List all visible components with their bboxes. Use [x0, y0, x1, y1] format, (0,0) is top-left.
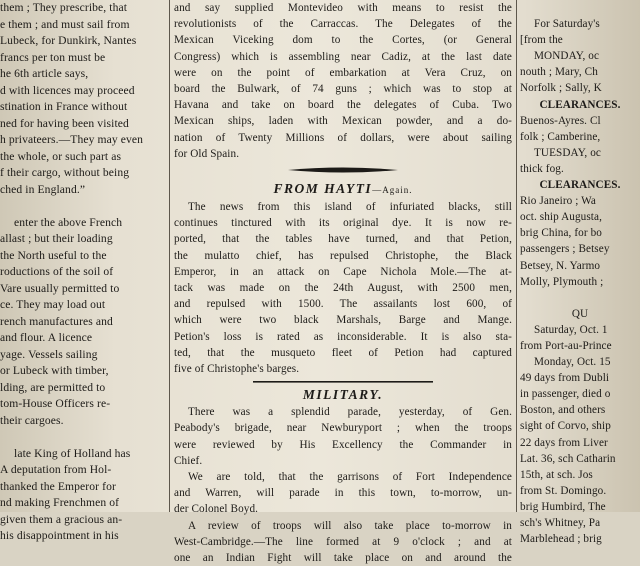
text-line: ce. They may load out: [0, 298, 106, 311]
text-line: Buenos-Ayres. Cl: [520, 114, 601, 127]
text-line: d with licences may proceed: [0, 83, 135, 97]
text-line: Lat. 36, sch Catharin: [520, 452, 616, 465]
text-line: Betsey, N. Yarmo: [520, 259, 601, 272]
text-line: sight of Corvo, ship: [520, 420, 611, 433]
text-line: Monday, Oct. 15: [534, 356, 611, 369]
text-line: in passenger, died o: [520, 388, 611, 401]
article-hayti: [174, 199, 512, 377]
text-line: We are told, that the garrisons of Fort Independence: [188, 471, 512, 484]
text-line: f their cargo, without being: [0, 166, 130, 179]
text-line: 49 days from Dubli: [520, 372, 610, 385]
text-line: tom-House Officers re-: [0, 397, 111, 410]
text-line: Peabody's brigade, near Newburyport ; when the troops: [174, 422, 512, 435]
text-line: passengers ; Betsey: [520, 243, 610, 256]
text-line: from St. Domingo.: [520, 484, 607, 497]
text-line: MONDAY, oc: [534, 50, 600, 63]
text-line: them ; They prescribe, that: [0, 1, 128, 14]
text-line: For Saturday's: [534, 18, 600, 31]
text-line: Rio Janeiro ; Wa: [520, 195, 596, 208]
text-line: Marblehead ; brig: [520, 533, 602, 546]
text-line: sch's Whitney, Pa: [520, 517, 601, 529]
text-line: were on the point of embarkation at Vera Cruz, on: [174, 66, 512, 79]
text-line: and say supplied Montevideo with means to resist the: [174, 2, 512, 14]
text-line: Norfolk ; Sally, K: [520, 82, 602, 95]
text-line: TUESDAY, oc: [534, 146, 601, 159]
text-line: late King of Holland has: [14, 446, 131, 460]
column-rule-left: [169, 0, 170, 512]
text-line: There was a splendid parade, yesterday, of Gen.: [188, 406, 512, 419]
text-line: his disappointment in his: [0, 529, 119, 542]
text-line: Mexican Viceking dom to the Cortes, (or General: [174, 34, 512, 47]
text-line: [0, 198, 168, 215]
column-rule-right: [516, 0, 517, 512]
text-line: The news from this island of infuriated blacks, still: [188, 201, 512, 214]
text-line: ched in England.”: [0, 182, 86, 196]
hayti-title: FROM HAYTI: [273, 181, 373, 197]
text-line: he 6th article says,: [0, 67, 89, 80]
text-line: CLEARANCES.: [539, 179, 621, 192]
text-line: for Old Spain.: [174, 147, 240, 160]
text-line: e them ; and must sail from: [0, 17, 130, 31]
text-line: CLEARANCES.: [539, 98, 621, 111]
text-line: [520, 290, 640, 306]
text-line: from Port-au-Prince: [520, 339, 612, 352]
text-line: Molly, Plymouth ;: [520, 275, 604, 288]
text-line: Chief.: [174, 454, 203, 467]
text-line: given them a gracious an-: [0, 512, 123, 526]
text-line: Mexican ships, laden with Mexican powder, and a do-: [174, 115, 512, 128]
text-line: Havana and take on board the delegates of Cuba. Two: [174, 99, 512, 112]
text-line: and repulsed with 1500. The assailants lost 600, of: [174, 298, 512, 311]
text-line: oct. ship Augusta,: [520, 211, 602, 224]
text-line: thick fog.: [520, 162, 564, 175]
text-line: Petion's loss is rated as inconsiderable. It is also sta-: [174, 330, 512, 343]
text-line: [520, 0, 640, 16]
text-line: lding, are permitted to: [0, 380, 106, 394]
text-line: 15th, at sch. Jos: [520, 468, 593, 481]
right-column: [520, 0, 640, 546]
text-line: roductions of the soil of: [0, 265, 114, 278]
military-title: MILITARY.: [302, 387, 384, 403]
text-line: Lubeck, for Dunkirk, Nantes: [0, 34, 137, 47]
text-line: thanked the Emperor for: [0, 479, 116, 493]
section-ornament: [288, 166, 398, 174]
text-line: board the Bulwark, of 74 guns ; which was to stop at: [174, 83, 512, 96]
text-line: francs per ton must be: [0, 50, 106, 64]
text-line: and Warren, will parade in this town, to-morrow, un-: [174, 487, 512, 500]
text-line: brig Humbird, The: [520, 500, 606, 513]
section-heading-hayti: [174, 180, 512, 199]
text-line: folk ; Camberine,: [520, 130, 601, 143]
text-line: were reviewed by His Excellency the Commander in: [174, 438, 512, 451]
text-line: brig China, for bo: [520, 227, 602, 240]
text-line: five of Christophe's barges.: [174, 363, 300, 376]
text-line: nation of Twenty Millions of dollars, were about sailing: [174, 131, 512, 144]
text-line: stination in France without: [0, 100, 128, 113]
text-line: Boston, and others: [520, 404, 606, 417]
text-line: [from the: [520, 34, 563, 47]
section-divider: [253, 380, 433, 384]
text-line: Emperor, in an attack on Cape Nichola Mole.—The at-: [174, 265, 512, 278]
text-line: ned for having been visited: [0, 116, 129, 130]
text-line: enter the above French: [14, 215, 123, 229]
text-line: or Lubeck with timber,: [0, 364, 109, 377]
text-line: 22 days from Liver: [520, 436, 608, 449]
text-line: revolutionists of the Carraccas. The Delegates of the: [174, 18, 512, 31]
text-line: the mulatto chief, has repulsed Christophe, the Black: [174, 249, 512, 262]
text-line: tack was made on the 24th August, with 2500 men,: [174, 282, 512, 295]
text-line: ported, that the tables have turned, and that Petion,: [174, 233, 512, 246]
article-military: [174, 404, 512, 566]
left-column: [0, 0, 168, 542]
text-line: Vare usually permitted to: [0, 281, 120, 295]
hayti-title-suffix: —Again.: [372, 185, 413, 196]
text-line: QU: [571, 307, 589, 320]
text-line: continues tinctured with its original dye. It is now re-: [174, 217, 512, 230]
text-line: the whole, or such part as: [0, 149, 122, 163]
section-heading-military: [174, 386, 512, 404]
text-line: which were two black Marshals, Barge and Mange.: [174, 314, 512, 327]
text-line: and flour. A licence: [0, 331, 93, 344]
text-line: their cargoes.: [0, 413, 64, 427]
text-line: rench manufactures and: [0, 314, 113, 328]
text-line: nd making Frenchmen of: [0, 496, 120, 509]
text-line: A deputation from Hol-: [0, 463, 112, 476]
text-line: West-Cambridge.—The line formed at 9 o'clock ; and at: [174, 535, 512, 548]
text-line: A review of troops will also take place to-morrow in: [188, 519, 512, 532]
text-line: allast ; but their loading: [0, 232, 113, 245]
text-line: h privateers.—They may even: [0, 133, 144, 146]
text-line: nouth ; Mary, Ch: [520, 66, 598, 79]
middle-column: [174, 0, 512, 565]
text-line: one an Indian Fight will take place on and around the: [174, 552, 512, 565]
text-line: Saturday, Oct. 1: [534, 323, 608, 336]
text-line: Congress) which is assembling near Cadiz, at the last date: [174, 50, 512, 63]
text-line: [0, 429, 168, 446]
text-line: ted, that the musqueto fleet of Petion had captured: [174, 346, 512, 359]
article-intro: [174, 0, 512, 162]
text-line: the North useful to the: [0, 248, 107, 262]
text-line: yage. Vessels sailing: [0, 347, 98, 361]
text-line: der Colonel Boyd.: [174, 503, 259, 516]
